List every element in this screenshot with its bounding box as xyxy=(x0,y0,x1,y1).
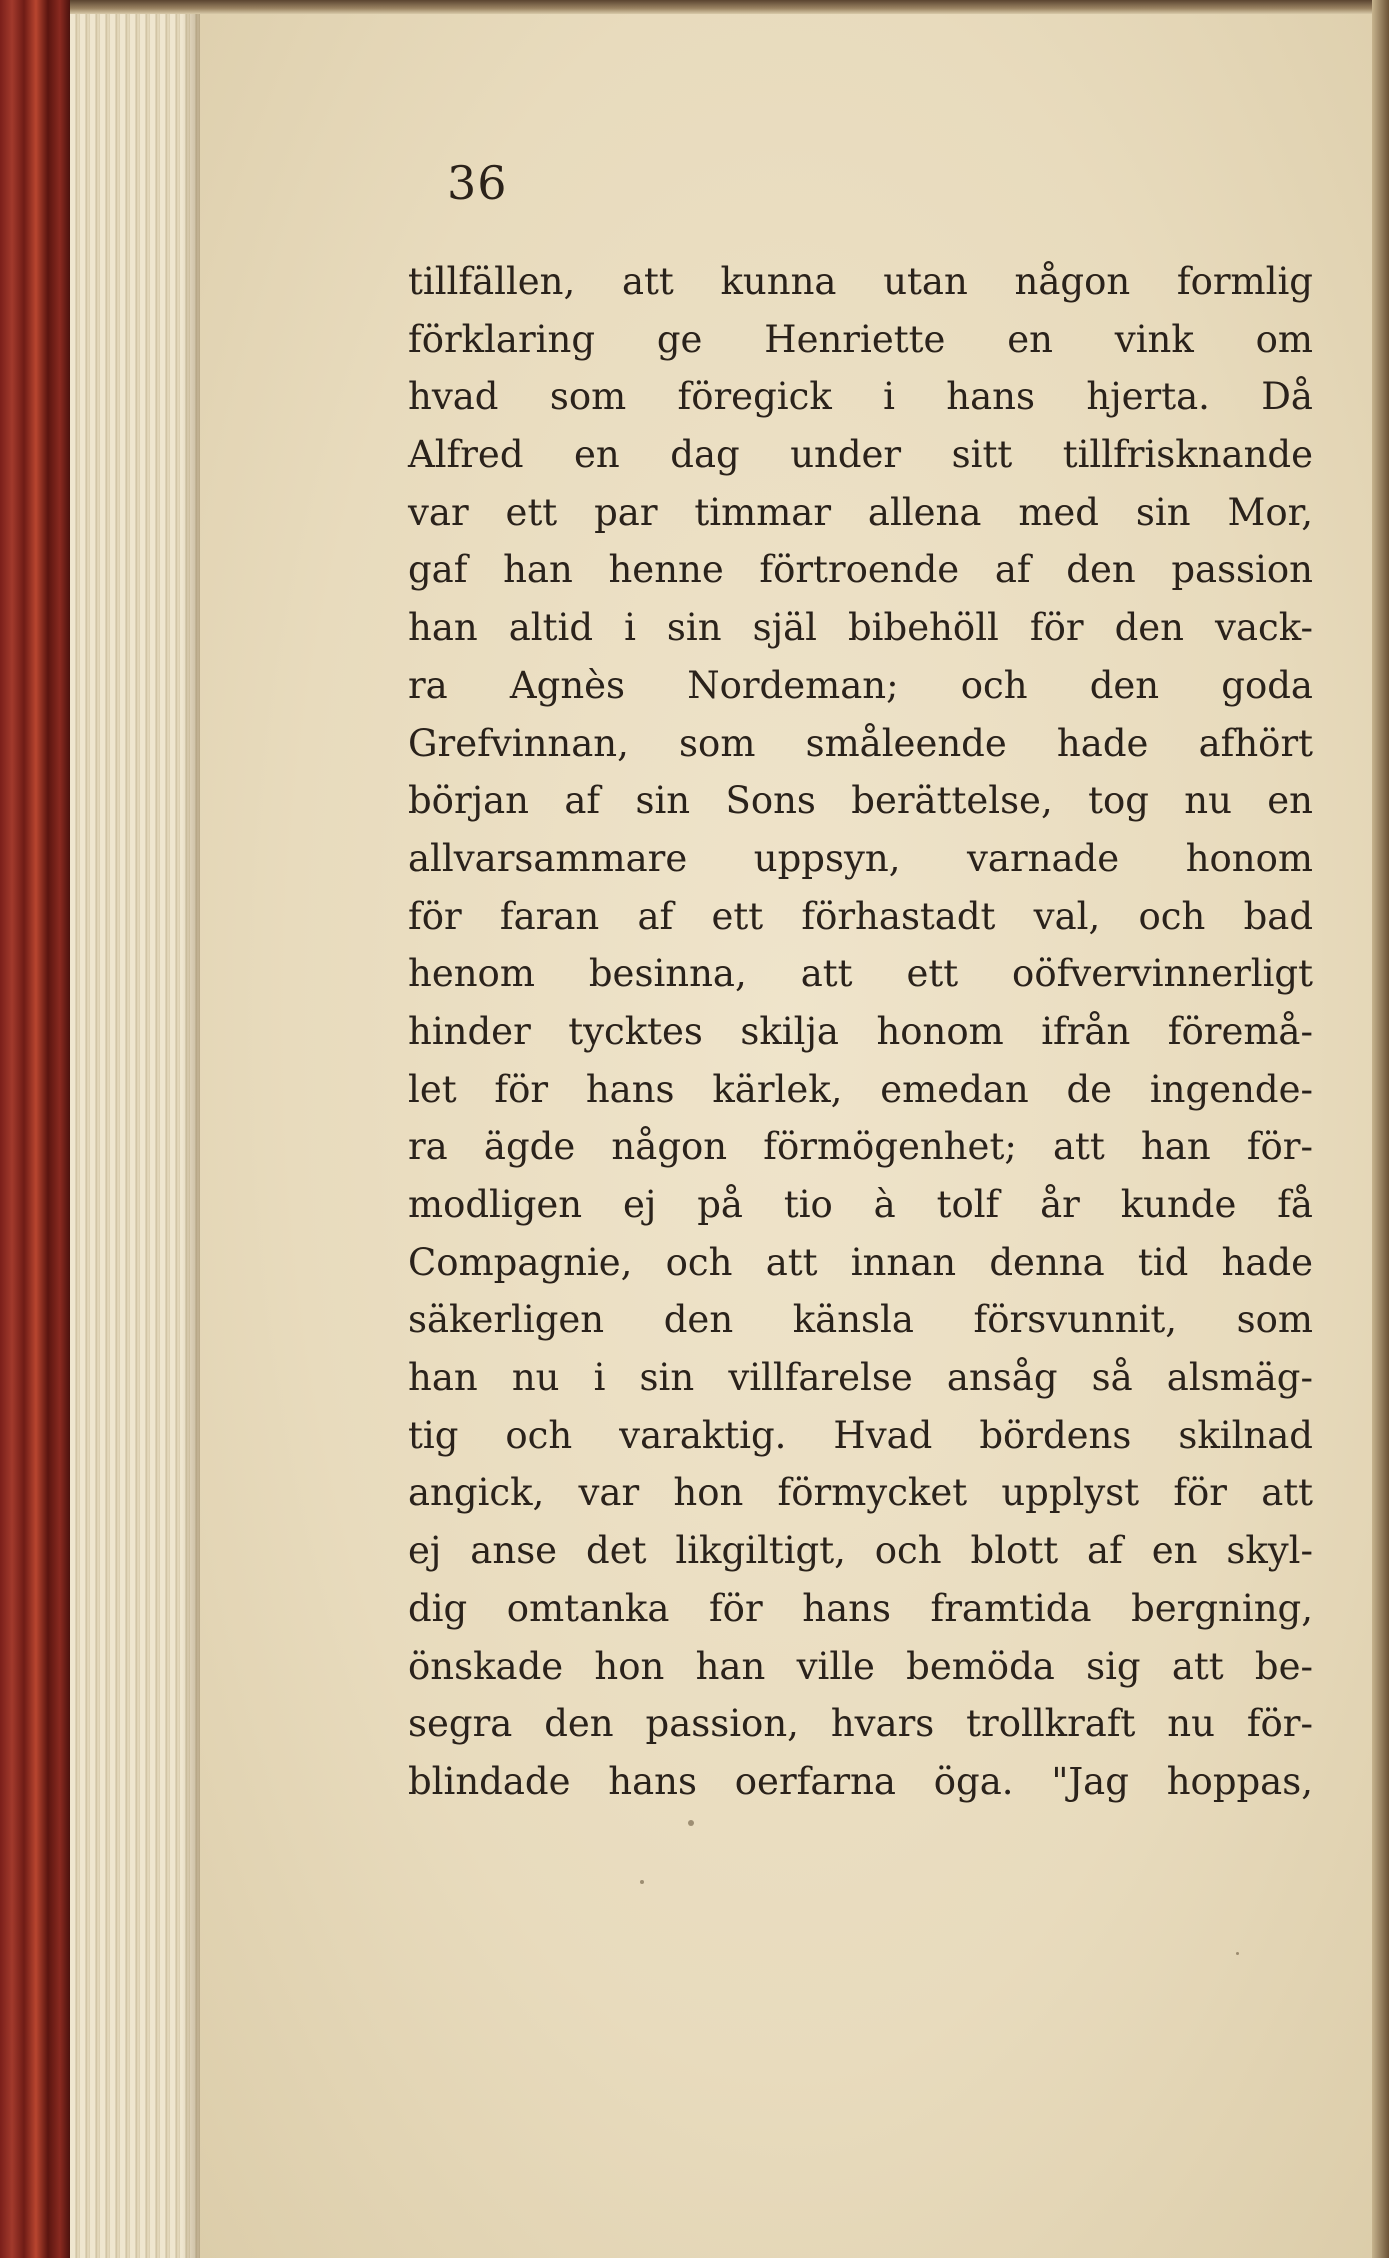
text-line: tillfällen, att kunna utan någon formlig xyxy=(408,260,1313,303)
text-line: säkerligen den känsla försvunnit, som xyxy=(408,1298,1313,1342)
text-line: dig omtanka för hans framtida bergning, xyxy=(408,1586,1313,1630)
right-edge xyxy=(1372,0,1389,2258)
text-line: tig och varaktig. Hvad bördens skilnad xyxy=(408,1413,1313,1457)
text-line: Alfred en dag under sitt tillfrisknande xyxy=(408,433,1313,477)
text-line: för faran af ett förhastadt val, och bad xyxy=(408,894,1313,938)
page-number: 36 xyxy=(447,156,508,210)
text-line: var ett par timmar allena med sin Mor, xyxy=(408,490,1313,534)
top-edge xyxy=(70,0,1389,14)
text-line: Grefvinnan, som småleende hade afhört xyxy=(408,721,1313,765)
paper-speck xyxy=(1236,1952,1239,1955)
text-line: förklaring ge Henriette en vink om xyxy=(408,317,1313,361)
page-edges xyxy=(70,0,200,2258)
text-line: han altid i sin själ bibehöll för den vack- xyxy=(408,606,1313,650)
body-text xyxy=(408,253,1313,1811)
paper-speck xyxy=(688,1820,694,1826)
text-line: gaf han henne förtroende af den passion xyxy=(408,548,1313,592)
text-line: han nu i sin villfarelse ansåg så alsmäg- xyxy=(408,1356,1313,1400)
book-binding xyxy=(0,0,70,2258)
text-line: allvarsammare uppsyn, varnade honom xyxy=(408,836,1313,880)
text-line: önskade hon han ville bemöda sig att be- xyxy=(408,1644,1313,1688)
text-line: Compagnie, och att innan denna tid hade xyxy=(408,1240,1313,1284)
paper-speck xyxy=(640,1880,644,1884)
text-line: hinder tycktes skilja honom ifrån föremå- xyxy=(408,1009,1313,1053)
text-line: henom besinna, att ett oöfvervinnerligt xyxy=(408,952,1313,996)
text-line: ra ägde någon förmögenhet; att han för- xyxy=(408,1125,1313,1169)
text-line: modligen ej på tio à tolf år kunde få xyxy=(408,1183,1313,1226)
text-line: ra Agnès Nordeman; och den goda xyxy=(408,663,1313,707)
text-line: let för hans kärlek, emedan de ingende- xyxy=(408,1067,1313,1111)
text-line: ej anse det likgiltigt, och blott af en skyl- xyxy=(408,1529,1313,1573)
text-line: blindade hans oerfarna öga. "Jag hoppas, xyxy=(408,1759,1313,1803)
text-line: början af sin Sons berättelse, tog nu en xyxy=(408,779,1313,823)
text-line: angick, var hon förmycket upplyst för att xyxy=(408,1471,1313,1515)
text-line: segra den passion, hvars trollkraft nu för- xyxy=(408,1702,1313,1746)
text-line: hvad som föregick i hans hjerta. Då xyxy=(408,375,1313,419)
